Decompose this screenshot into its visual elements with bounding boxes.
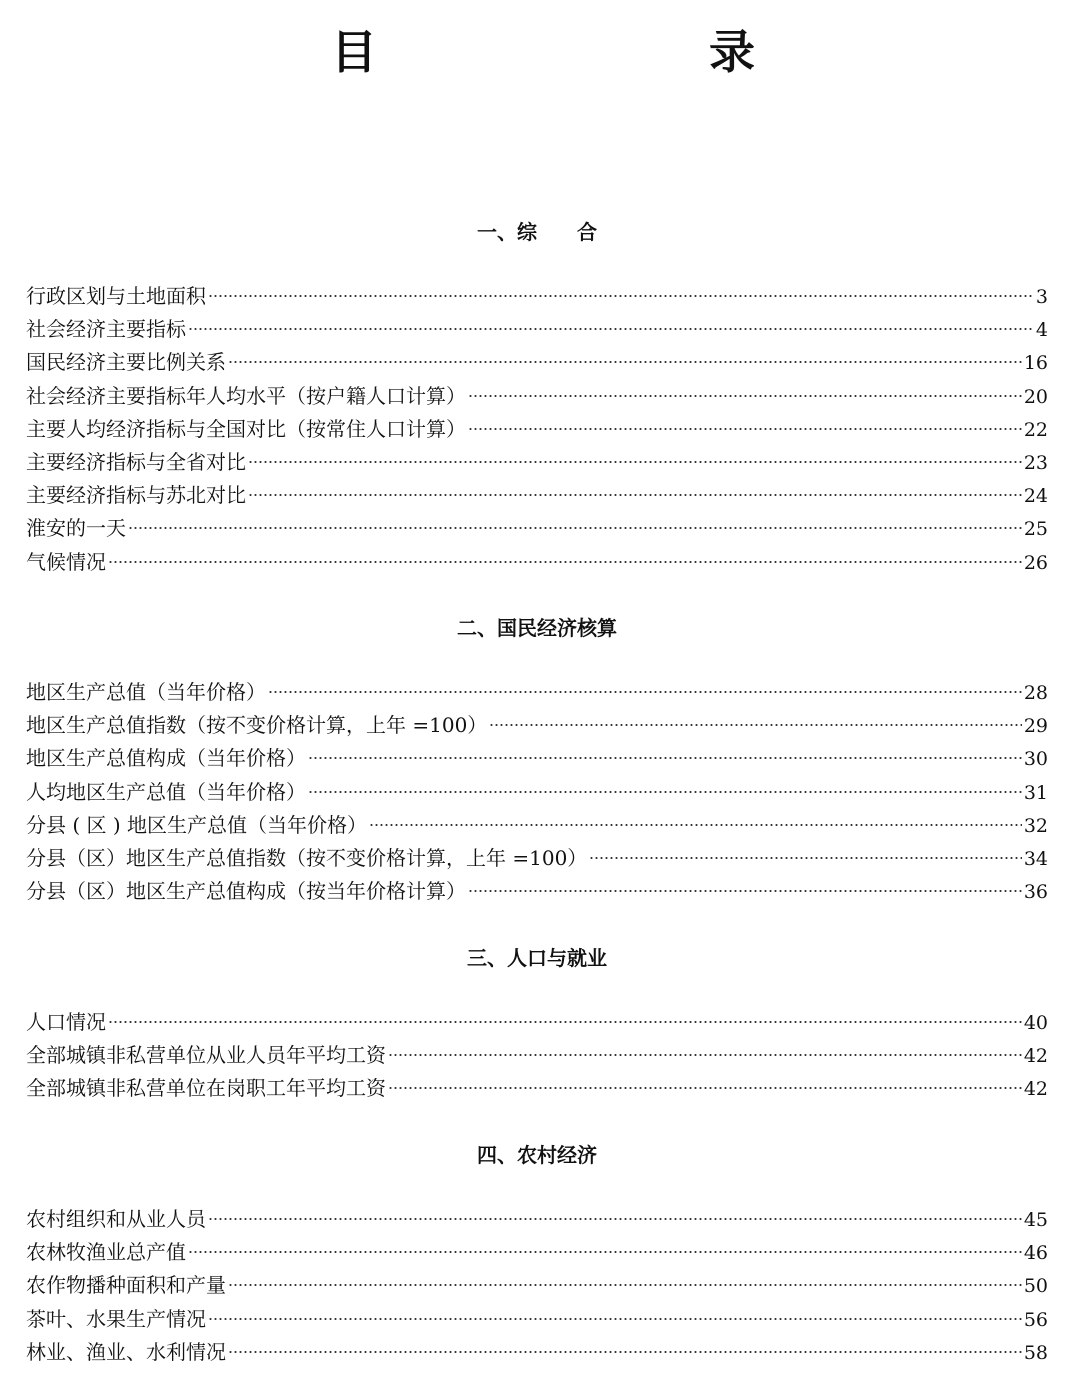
dot-leader	[128, 526, 1022, 530]
toc-entry-page: 50	[1023, 1275, 1048, 1298]
section-general	[26, 218, 1048, 579]
toc-entry[interactable]	[26, 1006, 1048, 1039]
toc-entry[interactable]	[26, 1039, 1048, 1072]
toc-entry-title: 全部城镇非私营单位在岗职工年平均工资	[26, 1076, 386, 1101]
dot-leader	[468, 427, 1022, 431]
toc-entry-page: 30	[1023, 748, 1048, 771]
toc-entry[interactable]	[26, 512, 1048, 545]
toc-entry-page: 26	[1023, 551, 1048, 574]
toc-entry-page: 3	[1035, 286, 1048, 308]
toc-entry-page: 32	[1023, 814, 1048, 837]
toc-entry-page: 58	[1023, 1341, 1048, 1364]
toc-entry[interactable]	[26, 709, 1048, 742]
section-national-accounts	[26, 614, 1048, 908]
dot-leader	[188, 1250, 1022, 1254]
toc-entry-page: 36	[1023, 881, 1048, 904]
toc-entry-title: 国民经济主要比例关系	[26, 350, 226, 375]
dot-leader	[108, 1020, 1022, 1024]
toc-entry-page: 16	[1023, 352, 1048, 375]
toc-entry[interactable]	[26, 875, 1048, 908]
toc-entry-page: 56	[1023, 1308, 1048, 1331]
toc-entry-page: 4	[1035, 319, 1048, 342]
toc-entry[interactable]	[26, 1303, 1048, 1336]
toc-entry[interactable]	[26, 446, 1048, 479]
toc-entry[interactable]	[26, 346, 1048, 379]
dot-leader	[188, 327, 1034, 331]
toc-entry-title: 分县（区）地区生产总值构成（按当年价格计算）	[26, 879, 466, 904]
dot-leader	[208, 1317, 1022, 1321]
toc-entry-title: 社会经济主要指标	[26, 317, 186, 342]
toc-list	[26, 676, 1048, 908]
toc-list	[26, 1006, 1048, 1106]
dot-leader	[468, 394, 1022, 398]
toc-entry[interactable]	[26, 809, 1048, 842]
toc-entry-title: 人口情况	[26, 1010, 106, 1034]
toc-entry-page: 22	[1023, 418, 1048, 441]
dot-leader	[308, 756, 1022, 760]
toc-entry[interactable]	[26, 1336, 1048, 1369]
toc-entry-title: 气候情况	[26, 549, 106, 574]
dot-leader	[108, 560, 1022, 564]
toc-entry-title: 行政区划与土地面积	[26, 284, 206, 308]
dot-leader	[388, 1086, 1022, 1090]
toc-entry-title: 农作物播种面积和产量	[26, 1273, 226, 1298]
toc-entry-title: 社会经济主要指标年人均水平（按户籍人口计算）	[26, 383, 466, 408]
dot-leader	[248, 493, 1022, 497]
toc-entry-title: 地区生产总值构成（当年价格）	[26, 746, 306, 771]
dot-leader	[228, 360, 1022, 364]
dot-leader	[489, 723, 1022, 727]
toc-entry-page: 46	[1023, 1242, 1048, 1265]
toc-entry[interactable]	[26, 742, 1048, 775]
section-heading: 一、综 合	[477, 220, 597, 244]
toc-entry-page: 24	[1023, 485, 1048, 508]
toc-entry-page: 40	[1023, 1012, 1048, 1034]
toc-entry-title: 农村组织和从业人员	[26, 1207, 206, 1231]
section-population-employment	[26, 944, 1048, 1106]
toc-entry-title: 分县（区）地区生产总值指数（按不变价格计算，上年 =100）	[26, 845, 588, 870]
dot-leader	[228, 1350, 1022, 1354]
toc-entry-title: 主要经济指标与苏北对比	[26, 483, 246, 508]
toc-entry[interactable]	[26, 280, 1048, 313]
toc-entry[interactable]	[26, 380, 1048, 413]
toc-entry[interactable]	[26, 1269, 1048, 1302]
toc-entry-page: 28	[1023, 682, 1048, 704]
toc-list	[26, 280, 1048, 579]
toc-list	[26, 1203, 1048, 1369]
toc-entry-page: 34	[1023, 847, 1048, 870]
toc-entry[interactable]	[26, 1203, 1048, 1236]
toc-entry-title: 人均地区生产总值（当年价格）	[26, 779, 306, 804]
toc-entry[interactable]	[26, 1072, 1048, 1105]
dot-leader	[248, 460, 1022, 464]
dot-leader	[268, 690, 1022, 694]
toc-entry-page: 42	[1023, 1078, 1048, 1101]
toc-entry-title: 农林牧渔业总产值	[26, 1240, 186, 1265]
toc-entry-page: 45	[1023, 1209, 1048, 1231]
dot-leader	[208, 294, 1034, 298]
toc-entry-title: 全部城镇非私营单位从业人员年平均工资	[26, 1043, 386, 1068]
toc-entry[interactable]	[26, 479, 1048, 512]
toc-entry-page: 23	[1023, 451, 1048, 474]
section-heading: 二、国民经济核算	[457, 616, 617, 640]
dot-leader	[468, 889, 1022, 893]
section-heading: 四、农村经济	[477, 1143, 597, 1167]
dot-leader	[388, 1053, 1022, 1057]
section-rural-economy	[26, 1141, 1048, 1369]
toc-entry-page: 42	[1023, 1045, 1048, 1068]
section-heading: 三、人口与就业	[467, 946, 607, 970]
toc-entry[interactable]	[26, 776, 1048, 809]
toc-entry[interactable]	[26, 546, 1048, 579]
dot-leader	[369, 823, 1022, 827]
toc-entry-page: 31	[1023, 781, 1048, 804]
toc-entry-title: 主要经济指标与全省对比	[26, 449, 246, 474]
toc-entry-page: 25	[1023, 518, 1048, 541]
toc-entry-title: 地区生产总值（当年价格）	[26, 680, 266, 704]
toc-entry-title: 淮安的一天	[26, 516, 126, 541]
dot-leader	[308, 790, 1022, 794]
toc-entry-page: 29	[1023, 715, 1048, 738]
toc-entry-title: 分县 ( 区 ) 地区生产总值（当年价格）	[26, 812, 368, 837]
toc-entry-title: 茶叶、水果生产情况	[26, 1306, 206, 1331]
toc-entry-title: 地区生产总值指数（按不变价格计算，上年 =100）	[26, 713, 488, 738]
toc-entry[interactable]	[26, 313, 1048, 346]
toc-entry-title: 主要人均经济指标与全国对比（按常住人口计算）	[26, 416, 466, 441]
toc-entry-title: 林业、渔业、水利情况	[26, 1339, 226, 1364]
toc-entry[interactable]	[26, 676, 1048, 709]
toc-entry[interactable]	[26, 842, 1048, 875]
dot-leader	[589, 856, 1022, 860]
toc-entry-page: 20	[1023, 385, 1048, 408]
toc-entry[interactable]	[26, 1236, 1048, 1269]
dot-leader	[228, 1283, 1022, 1287]
dot-leader	[208, 1217, 1022, 1221]
toc-entry[interactable]	[26, 413, 1048, 446]
page-title: 目 录	[331, 25, 835, 79]
